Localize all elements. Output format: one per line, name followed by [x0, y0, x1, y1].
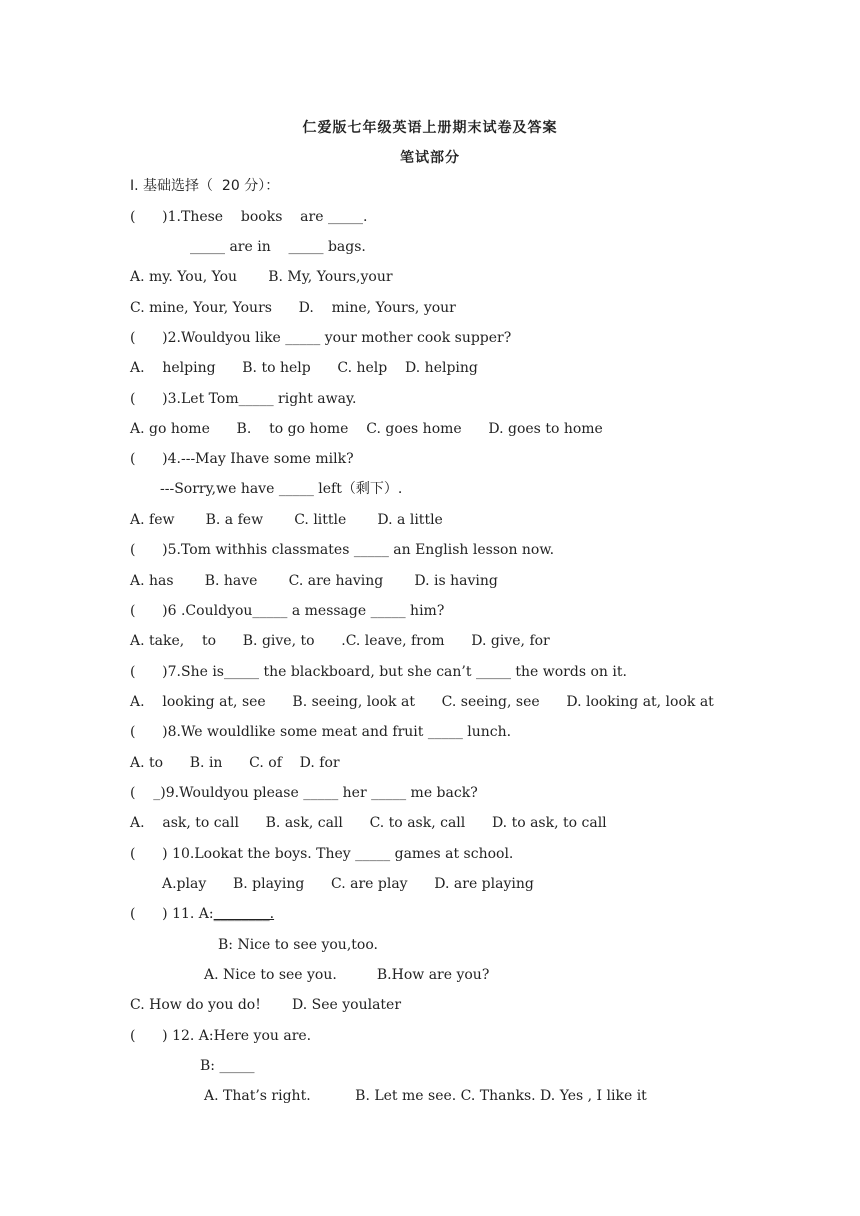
question-4-options: A. few B. a few C. little D. a little: [130, 512, 443, 528]
question-9: ( _)9.Wouldyou please _____ her _____ me back?: [130, 785, 478, 801]
question-1-options-c-d: C. mine, Your, Yours D. mine, Yours, your: [130, 300, 456, 316]
question-1-options-a-b: A. my. You, You B. My, Yours,your: [130, 269, 393, 285]
question-9-options: A. ask, to call B. ask, call C. to ask, call D. to ask, to call: [130, 815, 607, 831]
question-11-options-a-b: A. Nice to see you. B.How are you?: [204, 967, 490, 983]
question-4-reply: ---Sorry,we have _____ left（剩下）.: [160, 481, 403, 497]
question-1: ( )1.These books are _____.: [130, 209, 368, 225]
section-heading: Ⅰ. 基础选择（ 20 分）：: [130, 178, 280, 194]
question-11-reply: B: Nice to see you,too.: [218, 937, 378, 953]
question-10: ( ) 10.Lookat the boys. They _____ games at school.: [130, 846, 514, 862]
question-11: [130, 905, 274, 923]
question-8: ( )8.We wouldlike some meat and fruit _____ lunch.: [130, 724, 512, 740]
question-7: ( )7.She is_____ the blackboard, but she can’t _____ the words on it.: [130, 664, 627, 680]
question-5-options: A. has B. have C. are having D. is having: [130, 573, 498, 589]
question-3-options: A. go home B. to go home C. goes home D. goes to home: [130, 421, 603, 437]
question-10-options: A.play B. playing C. are play D. are playing: [162, 876, 534, 892]
question-11-prompt: ( ) 11. A:: [130, 906, 214, 922]
question-5: ( )5.Tom withhis classmates _____ an English lesson now.: [130, 542, 555, 558]
question-12-reply: B: _____: [200, 1058, 255, 1074]
question-8-options: A. to B. in C. of D. for: [130, 755, 340, 771]
question-2-options: A. helping B. to help C. help D. helping: [130, 360, 478, 376]
question-12-options: A. That’s right. B. Let me see. C. Thanks. D. Yes , I like it: [204, 1088, 647, 1104]
question-4: ( )4.---May Ihave some milk?: [130, 451, 354, 467]
question-2: ( )2.Wouldyou like _____ your mother cook supper?: [130, 330, 512, 346]
question-7-options: A. looking at, see B. seeing, look at C. seeing, see D. looking at, look at: [130, 694, 714, 710]
question-1-continued: _____ are in _____ bags.: [190, 239, 366, 255]
question-11-blank: ________.: [213, 906, 275, 922]
question-6: ( )6 .Couldyou_____ a message _____ him?: [130, 603, 445, 619]
question-12: ( ) 12. A:Here you are.: [130, 1028, 312, 1044]
document-title: 仁爱版七年级英语上册期末试卷及答案: [302, 120, 558, 136]
question-6-options: A. take, to B. give, to .C. leave, from D. give, for: [130, 633, 550, 649]
question-11-options-c-d: C. How do you do! D. See youlater: [130, 997, 402, 1013]
document-subtitle: 笔试部分: [400, 150, 460, 166]
question-3: ( )3.Let Tom_____ right away.: [130, 391, 357, 407]
